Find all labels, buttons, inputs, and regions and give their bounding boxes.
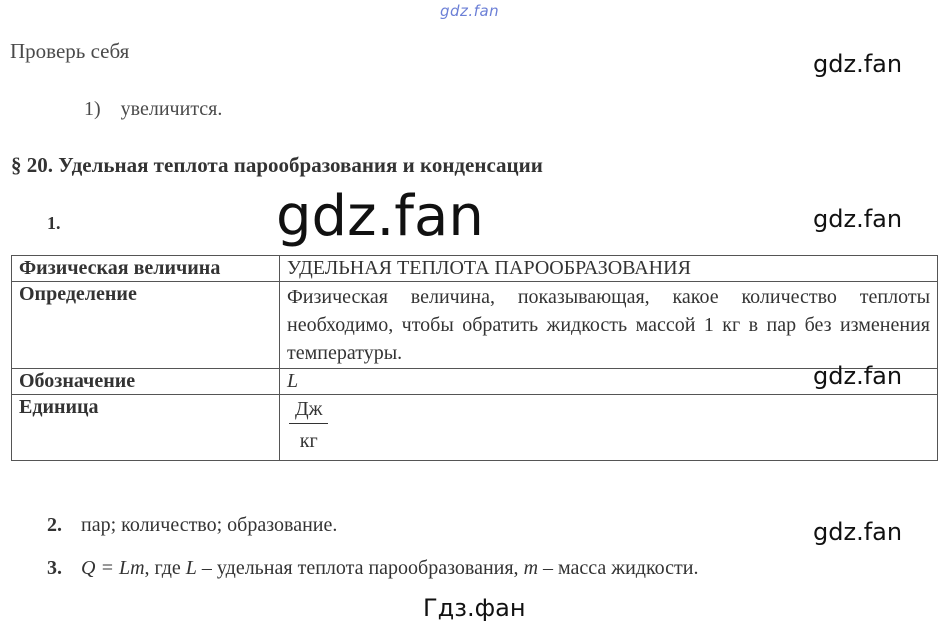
unit-numerator: Дж: [289, 398, 328, 424]
watermark-right: gdz.fan: [813, 518, 903, 546]
table-row-quantity: [12, 256, 938, 282]
table-row-symbol: [12, 369, 938, 395]
value-symbol: L: [280, 369, 938, 395]
formula: Q = Lm: [81, 557, 145, 579]
variable-L: L: [185, 557, 197, 579]
task-2: [47, 514, 337, 537]
task-number-2: 2.: [47, 514, 62, 536]
task-3-text-a: , где: [144, 557, 181, 579]
watermark-right: gdz.fan: [813, 50, 903, 78]
check-yourself-heading: Проверь себя: [10, 39, 130, 63]
answer-text: увеличится.: [120, 98, 223, 120]
watermark-large: gdz.fan: [276, 184, 484, 249]
value-quantity: УДЕЛЬНАЯ ТЕПЛОТА ПАРООБРАЗОВАНИЯ: [280, 256, 938, 282]
watermark-right: gdz.fan: [813, 362, 903, 390]
properties-table: [11, 255, 938, 461]
task-3-text-c: – масса жидкости.: [543, 557, 699, 579]
label-symbol: Обозначение: [12, 369, 280, 395]
unit-denominator: кг: [299, 430, 318, 452]
table-row-definition: [12, 282, 938, 369]
section-title: § 20. Удельная теплота парообразования и конденсации: [11, 153, 543, 177]
value-definition: Физическая величина, показывающая, какое количество теплоты необходимо, чтобы обратить жидкость массой 1 кг в пар без изменения температуры.: [280, 282, 938, 369]
value-unit: [280, 395, 938, 461]
task-3-text-b: – удельная теплота парообразования,: [201, 557, 519, 579]
watermark-top: gdz.fan: [440, 2, 500, 20]
label-quantity: Физическая величина: [12, 256, 280, 282]
unit-fraction: [289, 398, 328, 459]
watermark-right: gdz.fan: [813, 205, 903, 233]
label-definition: Определение: [12, 282, 280, 369]
label-unit: Единица: [12, 395, 280, 461]
task-number-1: 1.: [47, 213, 61, 233]
table-row-unit: [12, 395, 938, 461]
check-yourself-answer: [84, 98, 222, 121]
task-number-3: 3.: [47, 557, 62, 579]
watermark-bottom: Гдз.фан: [423, 594, 526, 622]
variable-m: m: [523, 557, 539, 579]
task-2-text: пар; количество; образование.: [81, 514, 338, 536]
answer-number: 1): [84, 98, 101, 120]
task-3: [47, 557, 699, 580]
